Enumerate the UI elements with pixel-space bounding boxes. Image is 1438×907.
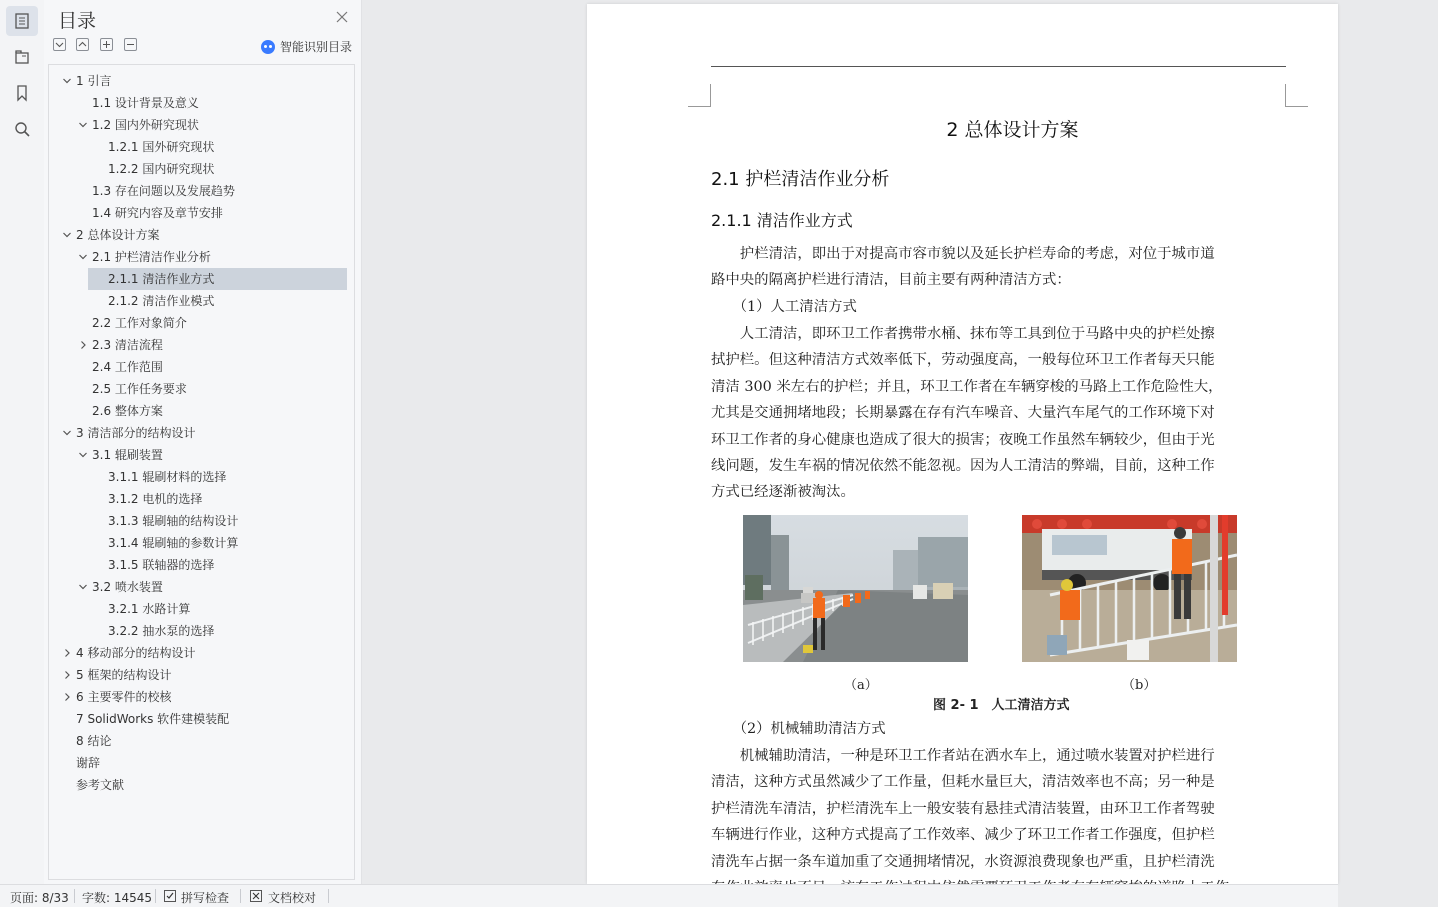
smart-toc-label: 智能识别目录 [279, 40, 352, 54]
chevron-down-icon[interactable] [62, 76, 72, 86]
add-heading-icon[interactable] [100, 38, 113, 51]
subsection-heading: 2.1.1 清洁作业方式 [711, 211, 853, 230]
chevron-right-icon[interactable] [62, 648, 72, 658]
toc-item[interactable] [49, 532, 345, 554]
toc-item[interactable] [49, 752, 345, 774]
toc-item-label: 2.4 工作范围 [92, 360, 163, 374]
document-proofread-icon[interactable] [250, 890, 262, 902]
toc-item-label: 2.3 清洁流程 [92, 338, 163, 352]
spell-check-label[interactable]: 拼写检查 [181, 891, 230, 905]
toc-item[interactable] [88, 268, 347, 290]
toc-item-label: 3.1.4 辊刷轴的参数计算 [108, 536, 239, 550]
figure-photo-b [1022, 515, 1237, 662]
toc-item[interactable] [49, 378, 345, 400]
toc-item-label: 3.1.2 电机的选择 [108, 492, 203, 506]
smart-toc-button[interactable] [261, 38, 352, 55]
toc-item[interactable] [49, 686, 345, 708]
text-line: 线问题，发生车祸的情况依然不能忽视。因为人工清洁的弊端，目前，这种工作 [711, 458, 1215, 475]
toc-item-label: 3.1.3 辊刷轴的结构设计 [108, 514, 239, 528]
toc-item[interactable] [49, 642, 345, 664]
toc-panel [44, 0, 362, 884]
chevron-down-icon[interactable] [62, 230, 72, 240]
chevron-down-icon[interactable] [78, 120, 88, 130]
toc-item[interactable] [49, 136, 345, 158]
toc-item-label: 2.2 工作对象简介 [92, 316, 187, 330]
divider [328, 889, 329, 903]
toc-item[interactable] [49, 466, 345, 488]
text-line: 清洁 300 米左右的护栏；并且，环卫工作者在车辆穿梭的马路上工作危险性大， [711, 378, 1223, 395]
bookmark-icon[interactable] [6, 78, 38, 108]
caption-a: （a） [844, 678, 878, 693]
toc-item[interactable] [49, 70, 345, 92]
toc-item[interactable] [49, 598, 345, 620]
word-count[interactable]: 字数: 14545 [82, 891, 153, 905]
spell-check-icon[interactable] [164, 890, 176, 902]
toc-item-label: 1.3 存在问题以及发展趋势 [92, 184, 235, 198]
document-proofread-label[interactable]: 文档校对 [268, 891, 317, 905]
text-line: 护栏清洗车清洁，护栏清洗车上一般安装有悬挂式清洁装置，由环卫工作者驾驶 [711, 800, 1215, 817]
list-item-manual [711, 294, 1271, 320]
divider [240, 889, 241, 903]
expand-all-icon[interactable] [53, 38, 66, 51]
toc-item-label: 参考文献 [76, 778, 125, 792]
toc-item-label: 5 框架的结构设计 [76, 668, 172, 682]
text-line: 清洗车占据一条车道加重了交通拥堵情况，水资源浪费现象也严重，且护栏清洗 [711, 853, 1215, 870]
toc-item[interactable] [49, 114, 345, 136]
toc-item[interactable] [49, 312, 345, 334]
toc-item-label: 2.6 整体方案 [92, 404, 163, 418]
toc-item[interactable] [49, 488, 345, 510]
toc-item[interactable] [49, 422, 345, 444]
toc-item-label: 3.1 辊刷装置 [92, 448, 163, 462]
divider [155, 889, 156, 903]
text-line: 环卫工作者的身心健康也造成了很大的损害；夜晚工作虽然车辆较少，但由于光 [711, 431, 1215, 448]
toc-item-label: 2.1 护栏清洁作业分析 [92, 250, 211, 264]
chevron-right-icon[interactable] [78, 340, 88, 350]
toc-item[interactable] [49, 554, 345, 576]
text-line: 清洁，这种方式虽然减少了工作量，但耗水量巨大，清洁效率也不高；另一种是 [711, 774, 1215, 791]
figure-photo-a [743, 515, 968, 662]
side-icon-rail [0, 0, 45, 884]
toc-item-label: 7 SolidWorks 软件建模装配 [76, 712, 230, 726]
list-item-mechanical [711, 716, 1271, 742]
toc-item[interactable] [49, 664, 345, 686]
paragraph-mechanical [711, 743, 1271, 901]
toc-item[interactable] [49, 356, 345, 378]
toc-item[interactable] [49, 400, 345, 422]
divider [74, 889, 75, 903]
text-line: 车辆进行作业，这种方式提高了工作效率、减少了环卫工作者工作强度，但护栏 [711, 827, 1215, 844]
toc-item-label: 1.1 设计背景及意义 [92, 96, 199, 110]
toc-item-label: 1 引言 [76, 74, 112, 88]
toc-tree [48, 64, 355, 880]
figure-title: 图 2- 1 人工清洁方式 [933, 698, 1070, 713]
text-line: （2）机械辅助清洁方式 [711, 721, 886, 737]
text-line: 方式已经逐渐被淘汰。 [711, 484, 855, 501]
toc-item[interactable] [49, 444, 345, 466]
toc-item-label: 3.1.5 联轴器的选择 [108, 558, 215, 572]
text-line: 路中央的隔离护栏进行清洁，目前主要有两种清洁方式： [711, 272, 1071, 289]
close-icon[interactable] [335, 10, 349, 24]
toc-item[interactable] [49, 620, 345, 642]
toc-item-label: 2 总体设计方案 [76, 228, 160, 242]
toc-item[interactable] [49, 708, 345, 730]
toc-item-label: 1.2.1 国外研究现状 [108, 140, 215, 154]
toc-item[interactable] [49, 158, 345, 180]
chevron-right-icon[interactable] [62, 692, 72, 702]
search-icon[interactable] [6, 114, 38, 144]
toc-item[interactable] [49, 246, 345, 268]
caption-b: （b） [1122, 678, 1157, 693]
chevron-right-icon[interactable] [62, 670, 72, 680]
toc-item-label: 4 移动部分的结构设计 [76, 646, 196, 660]
toc-item-label: 3.2.2 抽水泵的选择 [108, 624, 215, 638]
toc-item-label: 3.2 喷水装置 [92, 580, 163, 594]
outline-icon[interactable] [6, 6, 38, 36]
toc-item-label: 3.1.1 辊刷材料的选择 [108, 470, 227, 484]
toc-title: 目录 [58, 10, 97, 32]
ai-assistant-icon [261, 40, 275, 54]
paragraph-intro [711, 241, 1271, 294]
chevron-down-icon[interactable] [78, 450, 88, 460]
page-indicator[interactable]: 页面: 8/33 [10, 891, 69, 905]
toc-item-label: 3 清洁部分的结构设计 [76, 426, 196, 440]
toc-item[interactable] [49, 202, 345, 224]
collapse-all-icon[interactable] [76, 38, 89, 51]
toc-item-label: 2.1.2 清洁作业模式 [108, 294, 215, 308]
margin-corner-left [688, 84, 711, 107]
text-line: 拭护栏。但这种清洁方式效率低下，劳动强度高，一般每位环卫工作者每天只能 [711, 352, 1215, 369]
toc-item[interactable] [49, 774, 345, 796]
toc-item-label: 谢辞 [76, 756, 101, 770]
chevron-down-icon[interactable] [78, 582, 88, 592]
toc-item-label: 1.4 研究内容及章节安排 [92, 206, 223, 220]
toc-item-label: 2.5 工作任务要求 [92, 382, 187, 396]
chapter-heading: 2 总体设计方案 [946, 119, 1079, 141]
toc-item[interactable] [49, 334, 345, 356]
margin-corner-right [1285, 84, 1308, 107]
text-line: 护栏清洁，即出于对提高市容市貌以及延长护栏寿命的考虑，对位于城市道 [711, 246, 1215, 262]
header-rule [711, 66, 1286, 67]
chevron-down-icon[interactable] [62, 428, 72, 438]
section-heading: 2.1 护栏清洁作业分析 [711, 169, 890, 190]
text-line: 尤其是交通拥堵地段；长期暴露在存有汽车噪音、大量汽车尾气的工作环境下对 [711, 405, 1215, 422]
toc-item-label: 1.2.2 国内研究现状 [108, 162, 215, 176]
text-line: （1）人工清洁方式 [711, 299, 857, 315]
toc-item-label: 6 主要零件的校核 [76, 690, 172, 704]
toc-item[interactable] [49, 224, 345, 246]
text-line: 机械辅助清洁，一种是环卫工作者站在洒水车上，通过喷水装置对护栏进行 [711, 748, 1215, 764]
toc-item[interactable] [49, 180, 345, 202]
document-page[interactable] [587, 4, 1338, 884]
toc-item[interactable] [49, 730, 345, 752]
toc-item-label: 3.2.1 水路计算 [108, 602, 191, 616]
toc-item[interactable] [49, 510, 345, 532]
toc-item[interactable] [49, 290, 345, 312]
chevron-down-icon[interactable] [78, 252, 88, 262]
toc-item[interactable] [49, 92, 345, 114]
text-line: 人工清洁，即环卫工作者携带水桶、抹布等工具到位于马路中央的护栏处擦 [711, 326, 1215, 342]
status-bar [0, 884, 1338, 907]
remove-heading-icon[interactable] [124, 38, 137, 51]
paragraph-manual [711, 321, 1271, 506]
toc-item-label: 1.2 国内外研究现状 [92, 118, 199, 132]
toc-item-label: 2.1.1 清洁作业方式 [108, 272, 215, 286]
toc-item[interactable] [49, 576, 345, 598]
navigation-pane-icon[interactable] [6, 42, 38, 72]
toc-item-label: 8 结论 [76, 734, 112, 748]
